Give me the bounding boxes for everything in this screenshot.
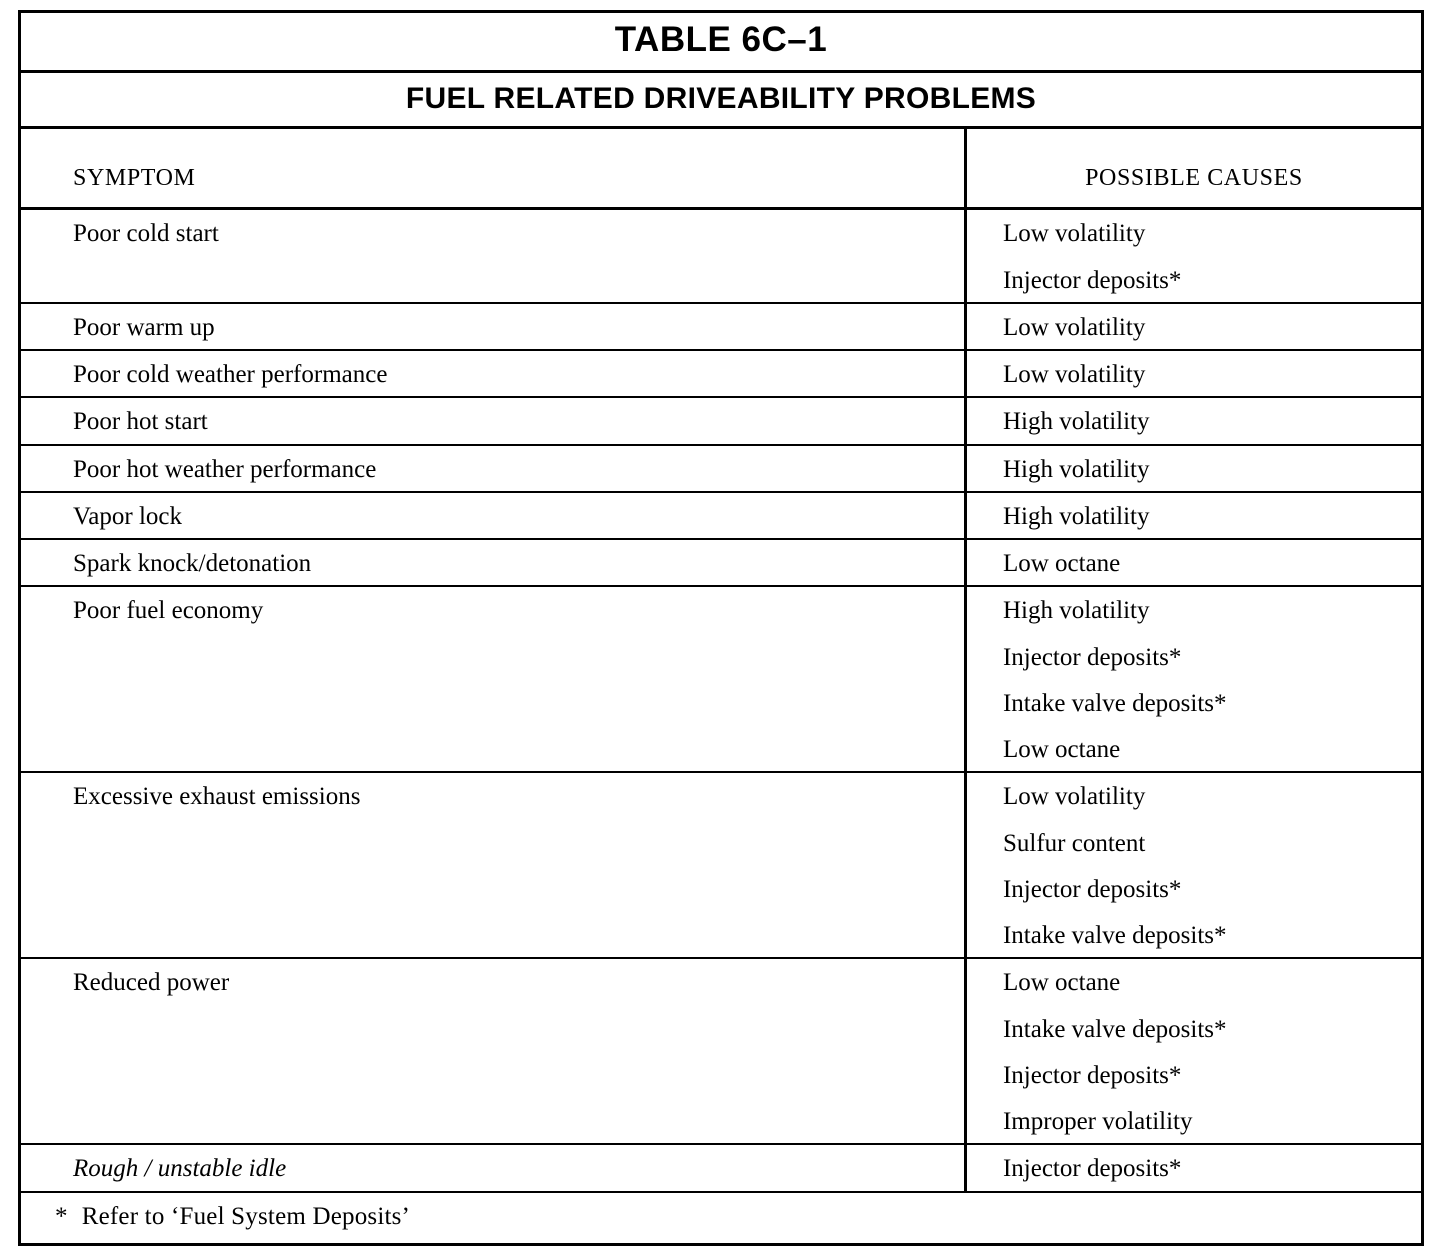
symptom-cell bbox=[21, 350, 965, 397]
symptom-text: Poor cold weather performance bbox=[73, 361, 388, 388]
table-row bbox=[21, 492, 1421, 539]
symptom-text: Rough / unstable idle bbox=[73, 1155, 287, 1183]
table-row bbox=[21, 350, 1421, 397]
symptom-text: Spark knock/detonation bbox=[73, 550, 312, 577]
table-subtitle: FUEL RELATED DRIVEABILITY PROBLEMS bbox=[21, 73, 1421, 130]
table-row bbox=[21, 445, 1421, 492]
column-header-symptom: SYMPTOM bbox=[73, 165, 196, 192]
causes-list bbox=[967, 540, 1421, 585]
symptom-text: Reduced power bbox=[73, 969, 230, 997]
table-row bbox=[21, 772, 1421, 958]
symptom-cell bbox=[21, 303, 965, 350]
table-row bbox=[21, 303, 1421, 350]
footnote-marker: * bbox=[55, 1202, 68, 1230]
causes-list bbox=[967, 398, 1421, 443]
cause-item: Low volatility bbox=[1002, 220, 1146, 248]
cause-item: Injector deposits* bbox=[1002, 875, 1182, 903]
footnote-text: Refer to ‘Fuel System Deposits’ bbox=[81, 1202, 411, 1230]
cause-item: Intake valve deposits* bbox=[1002, 922, 1227, 949]
causes-list bbox=[967, 1145, 1421, 1190]
symptom-cell bbox=[21, 1144, 965, 1191]
fuel-driveability-table bbox=[18, 10, 1424, 1246]
symptom-cell bbox=[21, 958, 965, 1144]
cause-item: Intake valve deposits* bbox=[1002, 1015, 1227, 1043]
table-title: TABLE 6C–1 bbox=[21, 13, 1421, 73]
table-row bbox=[21, 1144, 1421, 1191]
causes-cell bbox=[965, 492, 1421, 539]
table-grid bbox=[21, 129, 1421, 1242]
causes-list bbox=[967, 351, 1421, 396]
table-footnote-row bbox=[21, 1192, 1421, 1243]
cause-item: Intake valve deposits* bbox=[1002, 689, 1227, 717]
symptom-cell bbox=[21, 492, 965, 539]
symptom-cell bbox=[21, 539, 965, 586]
cause-item: Injector deposits* bbox=[1002, 266, 1182, 294]
symptom-text: Excessive exhaust emissions bbox=[73, 783, 361, 811]
symptom-cell bbox=[21, 586, 965, 772]
cause-item: Injector deposits* bbox=[1002, 1061, 1182, 1089]
table-header-row bbox=[21, 129, 1421, 209]
causes-cell bbox=[965, 586, 1421, 772]
cause-item: Low octane bbox=[1002, 550, 1121, 577]
causes-cell bbox=[965, 303, 1421, 350]
symptom-cell bbox=[21, 397, 965, 444]
footnote bbox=[21, 1193, 1421, 1243]
causes-cell bbox=[965, 445, 1421, 492]
causes-cell bbox=[965, 958, 1421, 1144]
symptom-text: Poor fuel economy bbox=[73, 597, 264, 625]
symptom-text: Poor hot weather performance bbox=[73, 455, 377, 483]
header-cell-symptom bbox=[21, 129, 965, 209]
cause-item: Low volatility bbox=[1002, 783, 1146, 811]
causes-cell bbox=[965, 1144, 1421, 1191]
causes-list bbox=[967, 587, 1421, 771]
symptom-text: Vapor lock bbox=[73, 502, 182, 530]
cause-item: Low octane bbox=[1002, 736, 1121, 763]
cause-item: High volatility bbox=[1002, 502, 1150, 530]
causes-cell bbox=[965, 539, 1421, 586]
causes-list bbox=[967, 304, 1421, 349]
causes-list bbox=[967, 773, 1421, 957]
symptom-text: Poor hot start bbox=[73, 408, 208, 436]
symptom-cell bbox=[21, 445, 965, 492]
symptom-text: Poor warm up bbox=[73, 313, 215, 341]
causes-list bbox=[967, 446, 1421, 491]
cause-item: Low volatility bbox=[1002, 361, 1146, 388]
cause-item: Improper volatility bbox=[1002, 1108, 1193, 1135]
causes-cell bbox=[965, 209, 1421, 303]
table-row bbox=[21, 209, 1421, 303]
cause-item: High volatility bbox=[1002, 408, 1150, 436]
symptom-cell bbox=[21, 209, 965, 303]
table-row bbox=[21, 958, 1421, 1144]
causes-list bbox=[967, 210, 1421, 302]
causes-list bbox=[967, 493, 1421, 538]
cause-item: Low octane bbox=[1002, 969, 1121, 997]
header-cell-causes bbox=[965, 129, 1421, 209]
table-row bbox=[21, 397, 1421, 444]
cause-item: Sulfur content bbox=[1002, 829, 1146, 857]
symptom-cell bbox=[21, 772, 965, 958]
causes-cell bbox=[965, 350, 1421, 397]
causes-cell bbox=[965, 772, 1421, 958]
causes-cell bbox=[965, 397, 1421, 444]
symptom-text: Poor cold start bbox=[73, 220, 219, 248]
cause-item: Low volatility bbox=[1002, 313, 1146, 341]
table-row bbox=[21, 586, 1421, 772]
causes-list bbox=[967, 959, 1421, 1143]
cause-item: Injector deposits* bbox=[1002, 1155, 1182, 1183]
cause-item: Injector deposits* bbox=[1002, 643, 1182, 671]
column-header-causes: POSSIBLE CAUSES bbox=[1085, 165, 1303, 192]
footnote-cell bbox=[21, 1192, 1421, 1243]
cause-item: High volatility bbox=[1002, 455, 1150, 483]
cause-item: High volatility bbox=[1002, 597, 1150, 625]
table-row bbox=[21, 539, 1421, 586]
